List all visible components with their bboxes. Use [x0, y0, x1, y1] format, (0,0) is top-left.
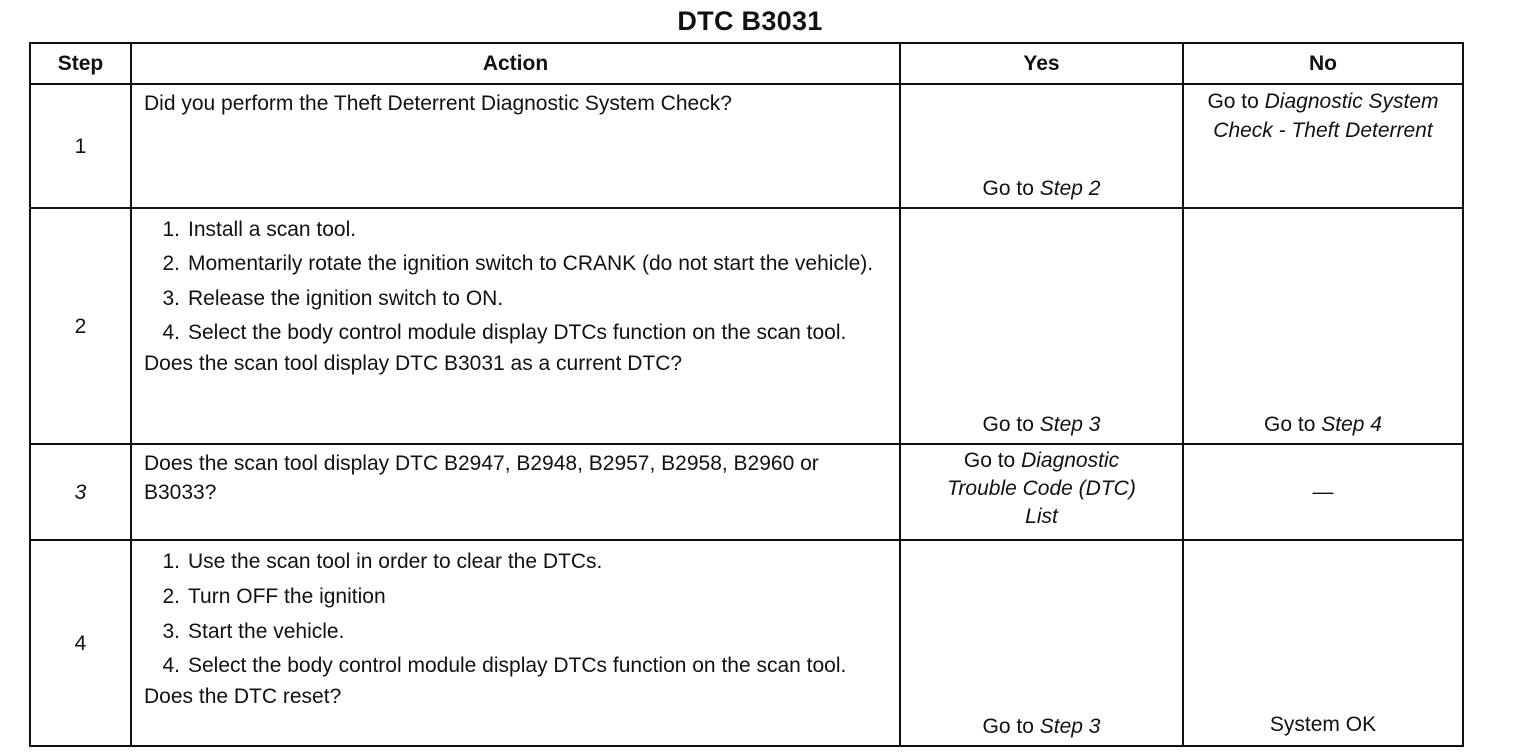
action-cell [131, 208, 900, 444]
no-instruction[interactable] [1184, 410, 1462, 439]
yes-prefix: Go to [963, 449, 1022, 472]
yes-link[interactable]: Step 3 [1039, 413, 1101, 436]
table-row-step-2 [30, 208, 1463, 444]
action-steps-list [144, 547, 889, 680]
page-title: DTC B3031 [677, 6, 823, 36]
step-number: 4 [30, 540, 131, 746]
yes-link[interactable]: Step 2 [1039, 177, 1101, 200]
no-instruction[interactable] [1184, 85, 1462, 145]
no-link[interactable]: Step 4 [1321, 413, 1382, 436]
diagnostic-table [29, 42, 1464, 747]
no-instruction: System OK [1269, 713, 1377, 736]
table-row-step-3 [30, 444, 1463, 540]
list-item: 1. Install a scan tool. [162, 218, 357, 241]
list-item: 3. Release the ignition switch to ON. [162, 287, 504, 310]
no-cell [1183, 208, 1463, 444]
yes-instruction[interactable] [901, 445, 1182, 531]
list-item: 2. Turn OFF the ignition [162, 585, 386, 608]
yes-prefix: Go to [982, 413, 1040, 436]
no-cell [1183, 84, 1463, 208]
yes-instruction[interactable] [901, 174, 1182, 203]
no-link[interactable]: Diagnostic System Check - Theft Deterrent [1213, 90, 1439, 142]
action-question: Does the DTC reset? [144, 685, 342, 708]
yes-instruction[interactable] [901, 410, 1182, 439]
yes-cell [900, 84, 1183, 208]
table-header-row [30, 43, 1463, 84]
header-no: No [1183, 43, 1463, 84]
action-question: Does the scan tool display DTC B3031 as a current DTC? [144, 352, 683, 375]
step-number: 1 [30, 84, 131, 208]
no-cell [1183, 540, 1463, 746]
yes-cell [900, 540, 1183, 746]
header-yes: Yes [900, 43, 1183, 84]
step-number: 2 [30, 208, 131, 444]
yes-link[interactable]: Diagnostic Trouble Code (DTC) List [947, 449, 1136, 528]
table-row-step-4 [30, 540, 1463, 746]
list-item: 4. Select the body control module display DTCs function on the scan tool. [162, 321, 847, 344]
yes-link[interactable]: Step 3 [1039, 715, 1101, 738]
list-item: 3. Start the vehicle. [162, 620, 345, 643]
no-instruction: — [1312, 480, 1334, 504]
yes-instruction[interactable] [901, 712, 1182, 741]
yes-cell [900, 444, 1183, 540]
no-prefix: Go to [1264, 413, 1322, 436]
action-question: Does the scan tool display DTC B2947, B2948, B2957, B2958, B2960 or B3033? [144, 452, 819, 504]
yes-cell [900, 208, 1183, 444]
no-prefix: Go to [1207, 90, 1265, 113]
list-item: 2. Momentarily rotate the ignition switch to CRANK (do not start the vehicle). [162, 252, 874, 275]
action-cell [131, 84, 900, 208]
header-step: Step [30, 43, 131, 84]
yes-prefix: Go to [982, 715, 1040, 738]
list-item: 1. Use the scan tool in order to clear the DTCs. [162, 550, 603, 573]
step-number: 3 [30, 444, 131, 540]
header-action: Action [131, 43, 900, 84]
action-cell [131, 540, 900, 746]
yes-prefix: Go to [982, 177, 1040, 200]
table-row-step-1 [30, 84, 1463, 208]
no-cell [1183, 444, 1463, 540]
list-item: 4. Select the body control module display DTCs function on the scan tool. [162, 654, 847, 677]
action-question: Did you perform the Theft Deterrent Diagnostic System Check? [144, 92, 732, 115]
action-steps-list [144, 215, 889, 347]
action-cell [131, 444, 900, 540]
